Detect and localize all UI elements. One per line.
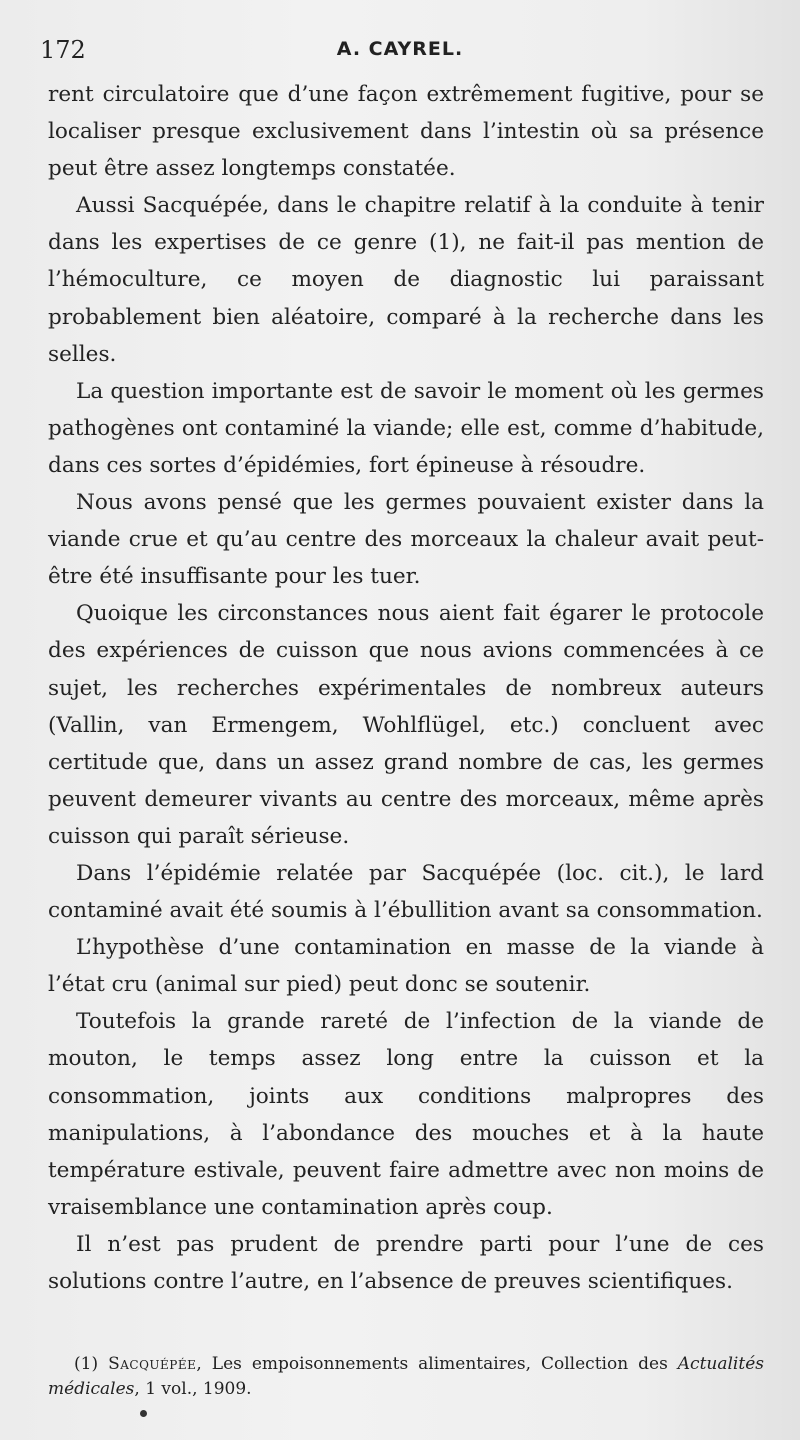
running-head: A. CAYREL. — [336, 38, 464, 60]
paragraph: rent circulatoire que d’une façon extrêmement fugitive, pour se localiser presque exclusivement dans l’intestin où sa présence peut être assez longtemps constatée. — [48, 82, 764, 182]
footnote-end: , 1 vol., 1909. — [134, 1379, 252, 1399]
paragraph: Nous avons pensé que les germes pouvaient exister dans la viande crue et qu’au centre des morceaux la chaleur avait peut-être été insuffisante pour les tuer. — [48, 490, 764, 590]
page-number: 172 — [40, 36, 86, 64]
paragraph: Dans l’épidémie relatée par Sacquépée (loc. cit.), le lard contaminé avait été soumis à l’ébullition avant sa consommation. — [48, 860, 764, 924]
paragraph: Il n’est pas prudent de prendre parti pour l’une de ces solutions contre l’autre, en l’absence de preuves scientifiques. — [48, 1231, 764, 1294]
paragraph: L’hypothèse d’une contamination en masse de la viande à l’état cru (animal sur pied) peut donc se soutenir. — [48, 935, 764, 998]
paragraph: Quoique les circonstances nous aient fait égarer le protocole des expériences de cuisson que nous avions commencées à ce sujet, les recherches expérimentales de nombreux auteurs (Vallin, van Ermengem, Wohlflügel, etc.) concluent avec certitude que, dans un assez grand nombre de cas, les germes peuvent demeurer vivants au centre des morceaux, même après cuisson qui paraît sérieuse. — [48, 601, 764, 849]
page-header — [40, 36, 760, 66]
footnote — [48, 1352, 764, 1402]
footnote-author: Sacquépée — [108, 1354, 197, 1374]
paragraph: Aussi Sacquépée, dans le chapitre relatif à la conduite à tenir dans les expertises de ce genre (1), ne fait-il pas mention de l’hémoculture, ce moyen de diagnostic lui paraissant probablement bien aléatoire, comparé à la recherche dans les selles. — [48, 193, 764, 367]
paragraph: Toutefois la grande rareté de l’infection de la viande de mouton, le temps assez long entre la cuisson et la consommation, joints aux conditions malpropres des manipulations, à l’abondance des mouches et à la haute température estivale, peuvent faire admettre avec non moins de vraisemblance une contamination après coup. — [48, 1009, 764, 1220]
body-text — [48, 76, 764, 1300]
paragraph: La question importante est de savoir le moment où les germes pathogènes ont contaminé la viande; elle est, comme d’habitude, dans ces sortes d’épidémies, fort épineuse à résoudre. — [48, 378, 764, 478]
footnote-title: Actualités médicales — [48, 1354, 764, 1399]
ink-dot — [140, 1410, 147, 1417]
footnote-text: , Les empoisonnements alimentaires, Collection des — [196, 1354, 678, 1374]
footnote-marker: (1) — [74, 1354, 99, 1374]
